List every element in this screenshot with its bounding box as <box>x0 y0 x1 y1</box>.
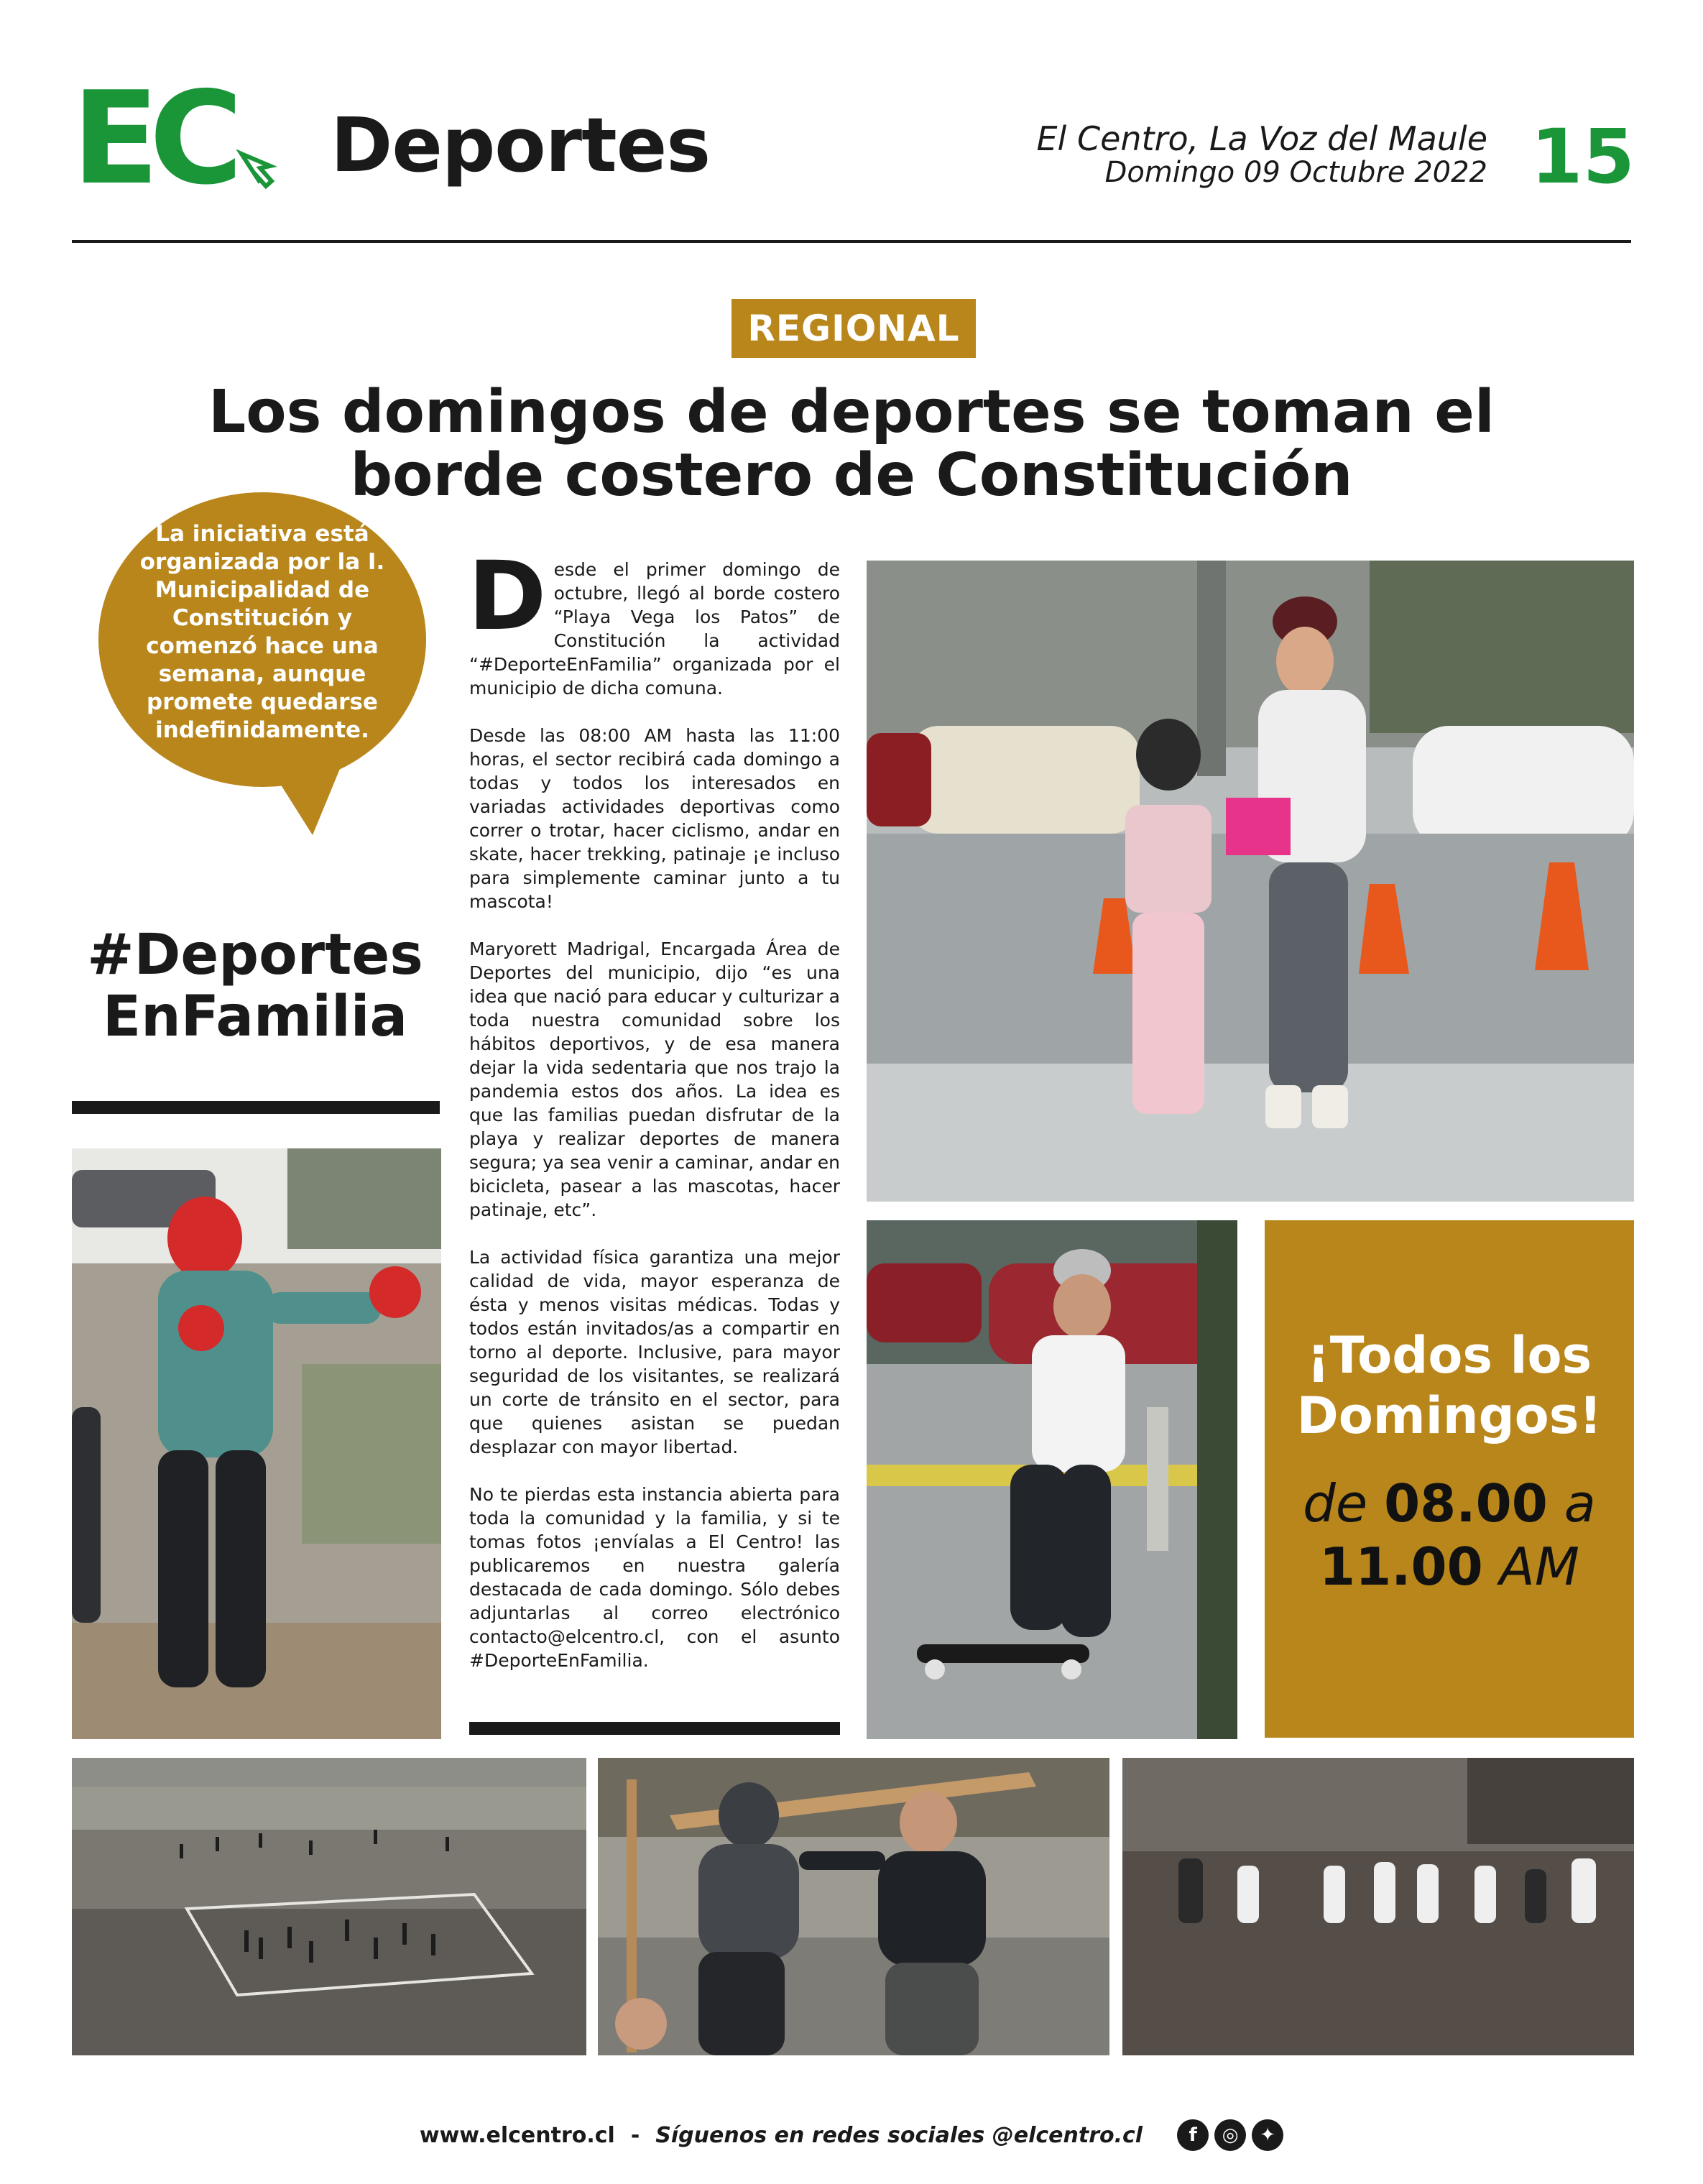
hashtag-heading <box>72 924 438 1048</box>
photo-young-boxer <box>72 1148 441 1739</box>
article-paragraph: Maryorett Madrigal, Encargada Área de Deportes del municipio, dijo “es una idea que nació para educar y culturizar a toda nuestra comunidad sobre los hábitos deportivos, y de esa manera dejar la vida sedentaria que nos trajo la pandemia estos dos años. La idea es que las familias puedan disfrutar de la playa y realizar deportes de manera segura; ya sea venir a caminar, andar en bicicleta, pasear a las mascotas, hacer patinaje, etc”. <box>469 939 840 1220</box>
photo-beach-activities <box>72 1758 586 2055</box>
article-paragraph <box>468 541 840 700</box>
photo-mother-daughter-skating <box>867 561 1634 1202</box>
category-kicker: REGIONAL <box>731 299 976 358</box>
issue-date: Domingo 09 Octubre 2022 <box>1104 156 1487 189</box>
schedule-word-de: de <box>1303 1473 1368 1534</box>
drop-cap: D <box>468 541 547 652</box>
footer-separator: - <box>630 2122 640 2148</box>
el-centro-logo <box>72 75 287 197</box>
facebook-icon[interactable]: f <box>1177 2119 1209 2151</box>
schedule-word-a: a <box>1564 1473 1596 1534</box>
schedule-headline <box>1265 1325 1634 1446</box>
schedule-end-time: 11.00 <box>1319 1536 1483 1597</box>
schedule-headline-line-2: Domingos! <box>1296 1386 1602 1445</box>
page-number: 15 <box>1531 113 1635 201</box>
schedule-headline-line-1: ¡Todos los <box>1306 1326 1592 1385</box>
photo-boy-skateboarding <box>867 1220 1237 1739</box>
article-headline: Los domingos de deportes se toman el borde costero de Constitución <box>208 378 1495 510</box>
paragraph-text: esde el primer domingo de octubre, llegó al borde costero “Playa Vega los Patos” de Constitución la actividad “#DeporteEnFamilia” organizada por el municipio de dicha comuna. <box>469 559 840 699</box>
header-divider <box>72 240 1631 243</box>
newspaper-name: El Centro, La Voz del Maule <box>1036 119 1487 158</box>
bubble-quote: La iniciativa está organizada por la I. Municipalidad de Constitución y comenzó hace una semana, aunque promete quedarse indefinidamente. <box>139 521 385 743</box>
twitter-icon[interactable]: ✦ <box>1252 2119 1283 2151</box>
footer-social-text: Síguenos en redes sociales @elcentro.cl <box>655 2122 1143 2148</box>
article-paragraph: La actividad física garantiza una mejor calidad de vida, mayor esperanza de ésta y menos visitas médicas. Todas y todos están invitados/as a compartir en torno al deporte. Inclusive, para mayor seguridad de los visitantes, se realizará un corte de tránsito en el sector, para que quienes asistan se puedan desplazar con mayor libertad. <box>469 1247 840 1457</box>
hashtag-line-2: EnFamilia <box>102 985 408 1049</box>
article-paragraph: No te pierdas esta instancia abierta para toda la comunidad y la familia, y si te tomas fotos ¡envíalas a El Centro! las publicaremos en nuestra galería destacada de cada domingo. Sólo debes adjuntarlas al correo electrónico contacto@elcentro.cl, con el asunto #DeporteEnFamilia. <box>469 1484 840 1671</box>
schedule-hours <box>1265 1472 1634 1598</box>
social-icons <box>1171 2119 1283 2151</box>
schedule-start-time: 08.00 <box>1384 1473 1548 1534</box>
sidebar-divider <box>72 1101 440 1114</box>
article-paragraph: Desde las 08:00 AM hasta las 11:00 horas, el sector recibirá cada domingo a todas y todos los interesados en variadas actividades deportivas como correr o trotar, hacer ciclismo, andar en skate, hacer trekking, patinaje ¡e incluso para simplemente caminar junto a tu mascota! <box>469 725 840 912</box>
article-divider <box>469 1722 840 1735</box>
svg-text:EC: EC <box>72 75 234 197</box>
schedule-ampm: AM <box>1499 1536 1579 1597</box>
photo-karate-on-beach <box>1122 1758 1634 2055</box>
footer <box>0 2117 1703 2153</box>
section-title: Deportes <box>331 101 711 189</box>
instagram-icon[interactable]: ◎ <box>1214 2119 1246 2151</box>
photo-boxing-sparring <box>598 1758 1109 2055</box>
article-body <box>468 541 840 1696</box>
hashtag-line-1: #Deportes <box>87 923 423 987</box>
footer-website[interactable]: www.elcentro.cl <box>419 2122 615 2148</box>
